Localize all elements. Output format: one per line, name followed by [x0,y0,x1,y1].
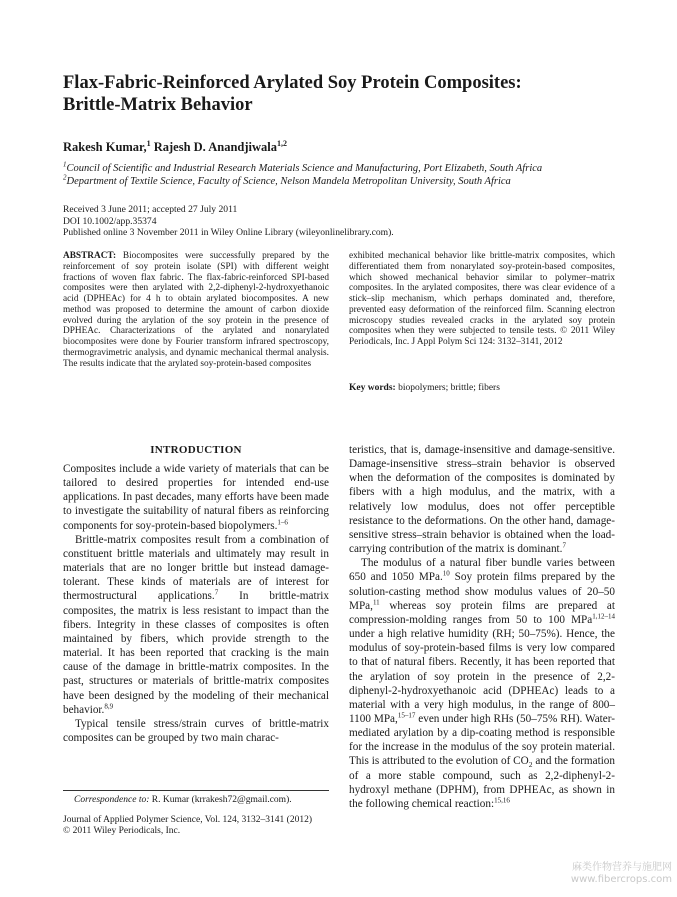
journal-info [63,815,312,837]
watermark [540,862,672,886]
affiliation-line [63,173,643,189]
citation: 11 [372,597,380,606]
paragraph-text: Brittle-matrix composites result from a combination of constituent brittle materials and ultimately may result in materials that are no longer brittle but instead damage-tolerant. These kinds of materials are of interest for thermostructural applications. [63,533,329,603]
title-line-2: Brittle-Matrix Behavior [63,95,253,115]
author-affil-mark: 1,2 [277,138,288,148]
author-list [63,140,287,155]
affil-mark: 1 [63,160,67,169]
received-date: Received 3 June 2011; accepted 27 July 2011 [63,204,238,215]
affiliation-line [63,160,643,176]
paragraph-text: In brittle-matrix composites, the matrix is less resistant to impact than the fibers. Integrity in these classes of composites is often maintained by fibers, which provide strength to the material. It has been reported that cracking is the main cause of the damage in brittle-matrix composites. In the past, structures or materials of brittle-matrix composites have been designed by the modeling of their mechanical behavior. [63,590,330,716]
copyright: © 2011 Wiley Periodicals, Inc. [63,826,181,836]
paragraph [349,556,615,811]
abstract-text: Biocomposites were successfully prepared by the reinforcement of soy protein isolate (SPI) with different weight fractions of woven flax fabric. The flax-fabric-reinforced SPI-based composites were then arylated with 2,2-diphenyl-2-hydroxyethanoic acid (DPHEAc) for 4 h to obtain arylated biocomposites. A new method was proposed to determine the amount of carbon dioxide evolved during the arylation of the soy protein in the presence of DPHEAc. Characterizations of the arylated and nonarylated biocomposites were done by Fourier transform infrared spectroscopy, thermogravimetric analysis, and dynamic mechanical thermal analysis. The results indicate that the arylated soy-protein-based composites [63,251,329,369]
abstract-right [349,251,615,348]
body-column-right [349,443,615,811]
author-affil-mark: 1 [146,138,151,148]
citation: 7 [214,588,219,597]
paragraph-text: Soy protein films prepared by the solution-casting method show modulus values of 20–50 MPa, [349,571,615,612]
affil-text: Department of Textile Science, Faculty of Science, Nelson Mandela Metropolitan University, South Africa [66,175,511,187]
paragraph-text: under a high relative humidity (RH; 50–75%). Hence, the modulus of soy-protein-based films is very low compared to that of natural fibers. Recently, it has been reported that the arylation of soy protein in the presence of 2,2-diphenyl-2-hydroxyethanoic acid (DPHEAc) leads to a material with a very high modulus, in the range of 800–1100 MPa, [349,628,615,725]
citation: 1,12–14 [592,612,615,621]
citation: 15–17 [397,711,416,720]
footnote-divider [63,790,329,791]
keywords [349,383,500,393]
watermark-line: 麻类作物营养与施肥网 [572,862,672,873]
affiliations [63,160,643,188]
author-name: Rajesh D. Anandjiwala [150,140,278,154]
paper-title [63,72,623,116]
citation: 7 [562,541,566,550]
abstract-text: exhibited mechanical behavior like brittle-matrix composites, which differentiated them from nonarylated soy-protein-based composites, which showed mechanical behavior similar to polymer–matrix composites. In the arylated composites, there was clear evidence of a stick–slip mechanism, which perhaps dominated and, therefore, prevented easy deformation of the reinforced film. Scanning electron microscopy studies revealed cracks in the arylated soy protein composites when they were subjected to tensile tests. © 2011 Wiley Periodicals, Inc. J Appl Polym Sci 124: 3132–3141, 2012 [349,251,615,347]
paragraph [63,717,329,745]
subscript: 2 [528,760,533,770]
paragraph-text: whereas soy protein films are prepared at compression-molding ranges from 50 to 100 MPa [349,599,615,626]
doi: DOI 10.1002/app.35374 [63,215,157,227]
citation: 1–6 [277,517,288,526]
keywords-label: Key words: [349,383,396,393]
correspondence-label: Correspondence to: [74,795,150,805]
abstract-label: ABSTRACT: [63,251,117,261]
keywords-text: biopolymers; brittle; fibers [395,383,500,393]
paragraph-text: Composites include a wide variety of materials that can be tailored to desired properties for intended end-use applications. In past decades, many efforts have been made to investigate the suitability of natural fibers as reinforcing components for soy-protein-based biopolymers. [63,463,329,532]
section-heading: INTRODUCTION [150,444,242,456]
abstract-left [63,251,329,369]
paragraph [349,443,615,556]
watermark-line: www.fibercrops.com [570,874,672,885]
paragraph-text: The modulus of a natural fiber bundle varies between 650 and 1050 MPa. [349,557,615,584]
citation: 8,9 [104,701,114,710]
correspondence-note [74,795,292,805]
citation: 10 [442,569,450,578]
publication-history [63,204,394,239]
journal-citation: Journal of Applied Polymer Science, Vol. 124, 3132–3141 (2012) [63,815,312,825]
correspondence-text: R. Kumar (krrakesh72@gmail.com). [149,795,292,805]
affil-text: Council of Scientific and Industrial Research Materials Science and Manufacturing, Port Elizabeth, South Africa [66,163,543,174]
paragraph-text: even under high RHs (50–75% RH). Water-mediated arylation by a dip-coating method is responsible for the increase in the modulus of the soy protein material. This is attributed to the evolution of CO [349,712,615,768]
paragraph [63,462,329,533]
published-online: Published online 3 November 2011 in Wiley Online Library (wileyonlinelibrary.com). [63,227,394,239]
body-column-left [63,462,329,745]
affil-mark: 2 [63,173,67,181]
paragraph-text: Typical tensile stress/strain curves of brittle-matrix composites can be grouped by two main charac- [63,717,329,744]
paragraph-text: teristics, that is, damage-insensitive and damage-sensitive. Damage-insensitive stress–strain behavior is observed when the deformation of the composites is dominated by fibers with a high modulus, and the matrix, with a relatively low modulus, does not offer perceptible resistance to the deformations. On the other hand, damage-sensitive stress–strain behavior is obtained when the load-carrying contribution of the matrix is dominant. [349,444,615,556]
paragraph-text: and the formation of a more stable compound, such as 2,2-diphenyl-2-hydroxyl methane (DPHM), from DPHEAc, as shown in the following chemical reaction: [349,755,615,810]
title-line-1: Flax-Fabric-Reinforced Arylated Soy Protein Composites: [63,73,522,93]
citation: 15,16 [494,796,510,805]
paragraph [63,533,329,717]
author-name: Rakesh Kumar, [63,140,147,154]
